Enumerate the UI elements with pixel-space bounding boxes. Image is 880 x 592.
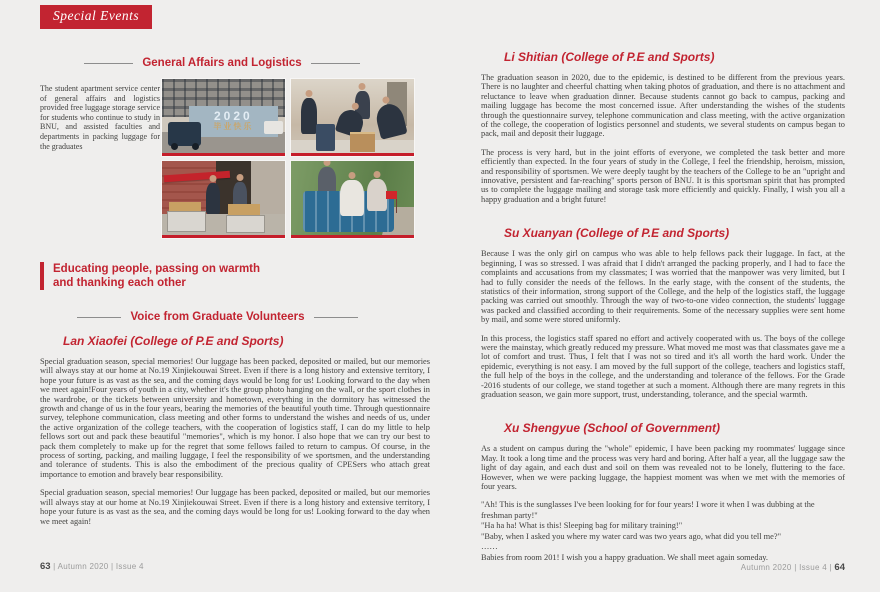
page-number: 64 xyxy=(834,562,845,573)
section-heading: General Affairs and Logistics xyxy=(142,57,302,69)
driver-figure xyxy=(340,180,363,216)
heading-rule-right xyxy=(314,317,358,318)
pull-quote-line: and thanking each other xyxy=(53,277,186,289)
tricycle-wheel xyxy=(192,143,199,150)
volunteer-figure xyxy=(206,183,220,214)
heading-rule-left xyxy=(84,63,133,64)
pull-quote-line: Educating people, passing on warmth xyxy=(53,263,261,275)
section-banner xyxy=(40,5,152,29)
volunteer-figure xyxy=(301,98,317,134)
article-xu-shengyue xyxy=(481,421,845,563)
photo-hallway-packing xyxy=(291,79,414,156)
dialogue-line: "Ah! This is the sunglasses I've been looking for for four years! I wore it when I was dubbing at the freshman party!" xyxy=(481,500,815,520)
article-author: Li Shitian (College of P.E and Sports) xyxy=(504,50,715,64)
dialogue-ellipsis: …… xyxy=(481,542,498,552)
article-author: Xu Shengyue (School of Government) xyxy=(504,421,721,436)
pull-quote xyxy=(40,262,260,290)
article-paragraph: Special graduation season, special memories! Our luggage has been packed, deposited or mailed, but our memories will always stay at our home at No.19 Xinjiekouwai Street. Even if there is a long history and extensive territory, I hope your future is as vast as the sea, and the coming days would be long for us! Looking forward to the day when we meet again!Four years of youth in a city, whether it's the group photo hanging on the wall, or the sport clothes in the wardrobe, or the tickets between university and hometown, everything in the dormitory has witnessed the growth and change of us in the four years, bearing the memories of the beautiful youth time. Through questionnaire survey, telephone communication, class meeting and other forms to understand the wishes and needs of us, under the active organization of the college teachers, with the cooperation of logistics staff, I can do my little to help fellows sort out and pack these beautiful "memories", which is my honor. I also hope that we can try our best to pack them completely to make up for the regret that some fellows failed to return to campus. Of course, in the process of sorting, packing, and mailing luggage, I feel the responsibility of we sportsmen, and the understanding and tolerance of students. This is also the embodiment of the precious quality of CPESers who attach great importance to emotion and bravely bear responsibility. xyxy=(40,357,430,479)
heading-rule-right xyxy=(311,63,360,64)
banner-year-text: 2020 xyxy=(213,109,253,124)
dialogue-line: Babies from room 201! I wish you a happy graduation. We shall meet again someday. xyxy=(481,552,769,562)
photo-grid xyxy=(162,79,414,238)
intro-paragraph: The student apartment service center of general affairs and logistics provided free luggage storage service for students who continue to study in BNU, and assisted faculties and departments in packing luggage for the graduates xyxy=(40,84,160,151)
article-paragraph: In this process, the logistics staff spared no effort and actively cooperated with us. The boys of the college were the mainstay, which greatly reduced my pressure. What moved me most was that classmates gave me a lot of comfort and trust. Thus, I felt that I was not so tired and it's all worth the hard work. Under the epidemic, everything is not easy. I am moved by the full support of the college, teachers and logistics staff, the full help of the boys in the college, and the understanding and tolerance of the fellows. For the Grade -2016 students of our college, we stand together at such a moment. Although there are many regrets in this graduation season, we gain more support, trust, understanding, tolerance, and the special warmth. xyxy=(481,333,845,399)
issue-info: | Autumn 2020 | Issue 4 xyxy=(53,562,144,571)
quote-accent-bar xyxy=(40,262,44,290)
dialogue-line: "Ha ha ha! What is this! Sleeping bag for military training!" xyxy=(481,521,683,531)
article-paragraph: As a student on campus during the "whole" epidemic, I have been packing my roommates' luggage since May. It took a long time and the process was very hard and boring. After half a year, all the luggage saw the light of day again, and each dust and soil on them was revealed not to be lonely, fluttering to the face. However, when we were packing luggage, the happiest moment was when we met with the memories of four years. xyxy=(481,444,845,491)
subsection-heading-row xyxy=(77,311,358,323)
white-van xyxy=(264,121,282,134)
tricycle-wheel xyxy=(171,143,178,150)
pull-quote-text xyxy=(53,262,260,290)
right-page-footer xyxy=(741,562,845,573)
section-banner-label: Special Events xyxy=(53,8,140,23)
article-paragraph: Special graduation season, special memories! Our luggage has been packed, deposited or mailed, but our memories will always stay at our home at No.19 Xinjiekouwai Street. Even if there is a long history and extensive territory, I hope your future is as vast as the sea, and the coming days would be long for us! Looking forward to the day when we meet again! xyxy=(40,488,430,526)
red-flag xyxy=(386,191,397,199)
issue-info: Autumn 2020 | Issue 4 | xyxy=(740,563,832,572)
subsection-heading: Voice from Graduate Volunteers xyxy=(130,311,305,323)
suitcase xyxy=(316,124,336,151)
section-heading-row xyxy=(84,57,360,69)
article-su-xuanyan xyxy=(481,226,845,399)
cardboard-box xyxy=(350,132,375,152)
article-author: Lan Xiaofei (College of P.E and Sports) xyxy=(63,334,284,348)
passenger-figure xyxy=(367,179,387,212)
flatbed-cart xyxy=(167,211,206,232)
photo-dorm-entrance-carts xyxy=(162,161,285,238)
left-page-footer xyxy=(40,561,144,572)
photo-campus-2020-banner xyxy=(162,79,285,156)
article-author: Su Xuanyan (College of P.E and Sports) xyxy=(504,226,730,241)
article-li-shitian xyxy=(481,50,845,204)
article-paragraph: The graduation season in 2020, due to the epidemic, is destined to be different from the previous years. There is no laughter and cheerful chatting when taking photos of graduation, and there is no attachment and reluctance to leave when graduation dinner. Because students cannot go back to campus, packing and mailing luggage has become the most concerned issue. After understanding the wishes of the students through the questionnaire survey, telephone communication and class meeting, with the active organization of the college, the cooperation of logistics personnel and students, we several students on campus began to pack, mail and deposit their luggage. xyxy=(481,73,845,139)
right-page xyxy=(481,50,845,563)
article-paragraph: Because I was the only girl on campus who was able to help fellows pack their luggage. In fact, at the beginning, I was so stressed. I was afraid that I didn't arranged the packing properly, and I had to face the complaints and accusations from my classmates; I was worried that the manpower was very limited, but I had to fully consider the needs of the fellows. In the early stage, with the consent of the students, the statistics of their information, strong support of the College, and the help of the logistics staff, the luggage packing was carried out smoothly. Through the way of two-to-one video connection, the students' luggage was packed and classified according to their requirements. Some of the necessary supplies were sent home by mail, and some were stored uniformly. xyxy=(481,249,845,325)
photo-tricycle-ride xyxy=(291,161,414,238)
flatbed-cart xyxy=(226,215,265,233)
article-lan-xiaofei xyxy=(40,334,430,535)
dialogue-line: "Baby, when I asked you where my water card was two years ago, what did you tell me?" xyxy=(481,531,782,541)
page-number: 63 xyxy=(40,561,51,572)
article-paragraph: The process is very hard, but in the joint efforts of everyone, we completed the task better and more efficiently than expected. In the four years of study in the College, I feel the friendship, heroism, mission, and responsibility of sportsmen. We were deeply taught by the teachers of the College to be an "upright and innovative, persistent and far-reaching" sports person of BNU. It is this sportsman spirit that has prompted us to complete the luggage mailing and storage task more efficiently and quickly. Finally, I wish you all a happy graduation and a bright future! xyxy=(481,147,845,204)
heading-rule-left xyxy=(77,317,121,318)
banner-slogan-text: 毕业快乐 xyxy=(213,122,254,132)
